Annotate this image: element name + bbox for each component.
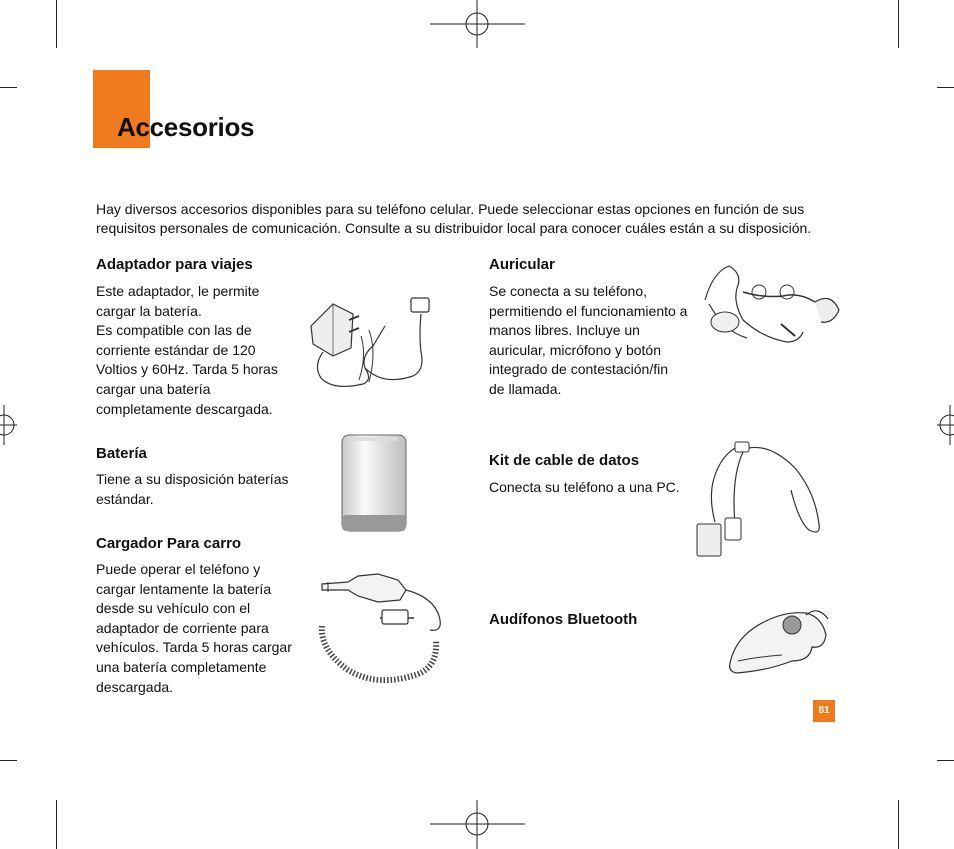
battery-icon	[340, 433, 408, 533]
page-number: 81	[813, 700, 835, 722]
section-text-headset: Se conecta a su teléfono, permitiendo el funcionamiento a manos libres. Incluye un auricular, micrófono y botón integrado de contestación/fin de llamada.	[489, 283, 688, 397]
section-text-car-charger: Puede operar el teléfono y cargar lentamente la batería desde su vehículo con el adaptador de corriente para vehículos. Tarda 5 horas cargar una batería completamente descargada.	[96, 561, 292, 695]
section-heading-data-cable: Kit de cable de datos	[489, 452, 640, 469]
registration-mark-top	[430, 0, 525, 48]
registration-mark-left	[0, 405, 17, 445]
intro-paragraph: Hay diversos accesorios disponibles para su teléfono celular. Puede seleccionar estas opciones en función de sus requisitos personales de comunicación. Consulte a su distribuidor local para conocer cuáles están a su disposición.	[96, 201, 812, 236]
data-cable-icon	[695, 438, 827, 562]
travel-adapter-icon	[303, 296, 433, 393]
section-text-data-cable: Conecta su teléfono a una PC.	[489, 479, 680, 495]
section-text-battery: Tiene a su disposición baterías estándar.	[96, 471, 289, 507]
section-heading-headset: Auricular	[489, 256, 555, 273]
page-title: Accesorios	[117, 112, 255, 142]
section-heading-car-charger: Cargador Para carro	[96, 535, 242, 552]
registration-mark-right	[937, 405, 954, 445]
bluetooth-headset-icon	[726, 605, 830, 677]
section-text-travel-adapter: Este adaptador, le permite cargar la batería. Es compatible con las de corriente estándar de 120 Voltios y 60Hz. Tarda 5 horas cargar una batería completamente descargada.	[96, 283, 278, 417]
section-heading-bluetooth: Audífonos Bluetooth	[489, 611, 638, 628]
registration-mark-bottom	[430, 800, 525, 849]
headset-icon	[703, 262, 843, 348]
section-heading-travel-adapter: Adaptador para viajes	[96, 256, 253, 273]
car-charger-icon	[318, 570, 444, 688]
section-heading-battery: Batería	[96, 445, 147, 462]
